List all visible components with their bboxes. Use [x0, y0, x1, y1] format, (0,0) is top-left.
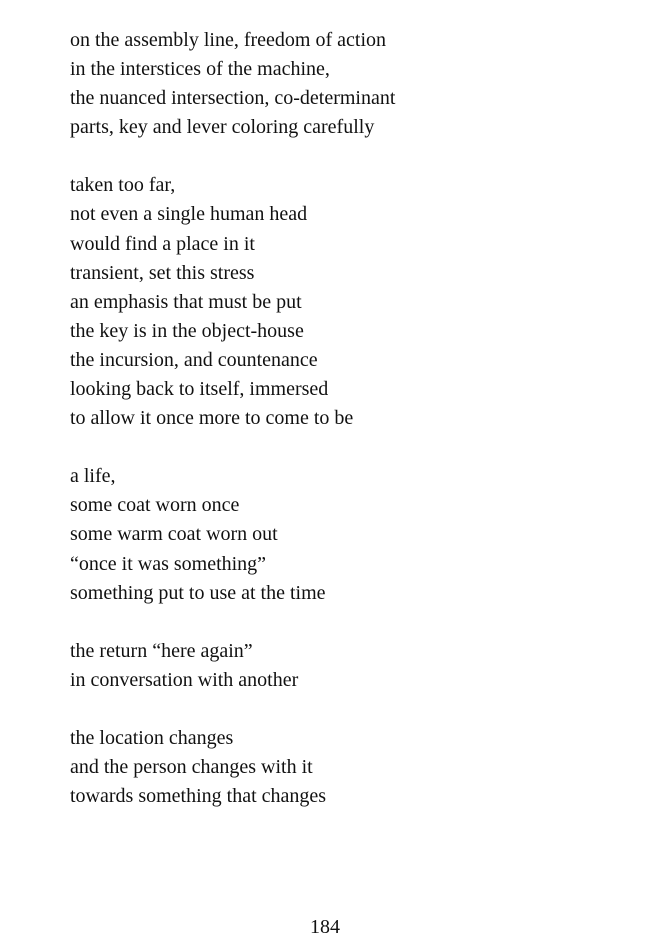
poem-line: the key is in the object-house [70, 319, 304, 342]
poem-line: in the interstices of the machine, [70, 58, 330, 81]
poem-line: some coat worn once [70, 494, 240, 517]
stanza-2 [70, 171, 630, 433]
poem-line: not even a single human head [70, 203, 308, 226]
poem-line: looking back to itself, immersed [70, 378, 329, 401]
poem-line: towards something that changes [70, 785, 327, 808]
poem-line: an emphasis that must be put [70, 290, 302, 313]
poem-line: the incursion, and countenance [70, 348, 318, 371]
page-number: 184 [310, 916, 340, 938]
poem-line: taken too far, [70, 174, 176, 197]
poem-line: and the person changes with it [70, 755, 313, 778]
stanza-5 [70, 724, 630, 811]
poem-line: in conversation with another [70, 668, 299, 691]
poem-line: would find a place in it [70, 232, 255, 255]
poem-line: on the assembly line, freedom of action [70, 29, 387, 51]
poem-line: a life, [70, 465, 116, 488]
poem-line: “once it was something” [70, 552, 267, 575]
poem-line: parts, key and lever coloring carefully [70, 116, 375, 139]
poem-line: transient, set this stress [70, 261, 255, 284]
poem-line: some warm coat worn out [70, 523, 278, 546]
poem-line: something put to use at the time [70, 581, 326, 604]
poem-line: the return “here again” [70, 639, 253, 662]
poem-body [70, 26, 630, 840]
poem-line: the nuanced intersection, co-determinant [70, 87, 396, 110]
poem-line: to allow it once more to come to be [70, 407, 354, 430]
stanza-1 [70, 26, 630, 142]
stanza-4 [70, 637, 630, 695]
poem-line: the location changes [70, 726, 234, 749]
stanza-3 [70, 462, 630, 607]
